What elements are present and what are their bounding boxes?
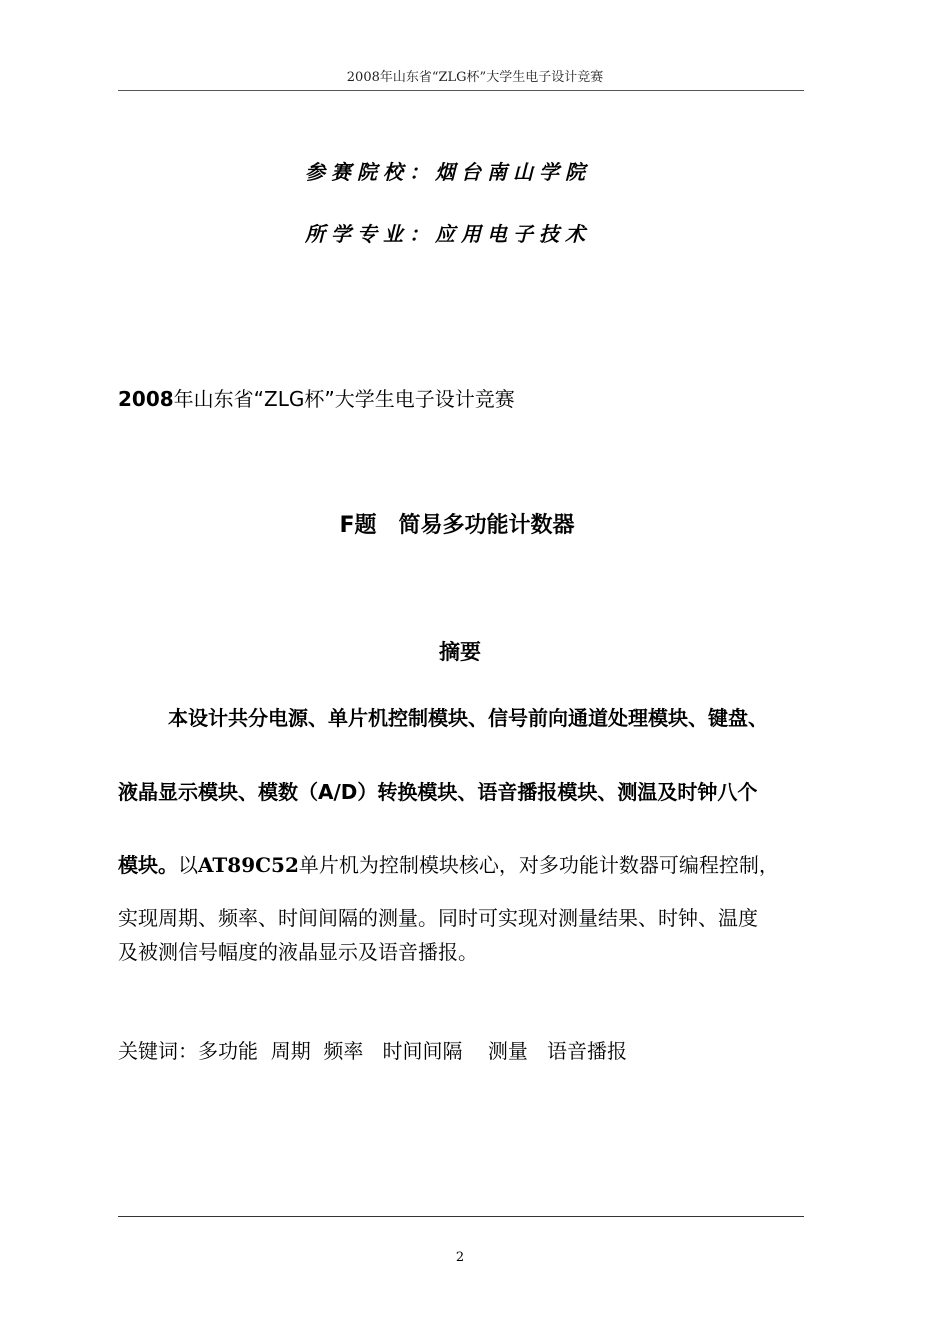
major-value: 应用电子技术	[435, 222, 591, 246]
keywords-line: 关键词：多功能 周期 频率 时间间隔 测量 语音播报	[118, 1039, 628, 1063]
abstract-line-3-pre: 以	[178, 853, 198, 877]
competition-title	[118, 383, 515, 412]
school-label: 参赛院校：	[305, 160, 435, 184]
major-line	[305, 218, 591, 247]
abstract-line-3-bold: 模块。	[118, 853, 178, 877]
header-divider	[118, 90, 804, 91]
page-header: 2008年山东省“ZLG杯”大学生电子设计竞赛	[346, 70, 604, 85]
abstract-heading: 摘要	[439, 640, 481, 664]
abstract-line-2: 液晶显示模块、模数（A/D）转换模块、语音播报模块、测温及时钟八个	[118, 780, 758, 804]
abstract-line-5: 及被测信号幅度的液晶显示及语音播报。	[118, 940, 478, 964]
abstract-chip-name: AT89C52	[198, 853, 299, 877]
school-value: 烟台南山学院	[435, 160, 591, 184]
school-line	[305, 156, 591, 185]
abstract-line-4: 实现周期、频率、时间间隔的测量。同时可实现对测量结果、时钟、温度	[118, 906, 758, 930]
abstract-line-1: 本设计共分电源、单片机控制模块、信号前向通道处理模块、键盘、	[168, 706, 768, 730]
major-label: 所学专业：	[305, 222, 435, 246]
problem-title: F题 简易多功能计数器	[339, 513, 575, 538]
abstract-line-3-post: 单片机为控制模块核心，对多功能计数器可编程控制，	[298, 853, 779, 877]
page-number: 2	[455, 1250, 465, 1265]
abstract-line-3	[118, 849, 779, 878]
competition-title-rest: 年山东省“ZLG杯”大学生电子设计竞赛	[173, 387, 515, 411]
competition-year: 2008	[118, 387, 174, 411]
footer-divider	[118, 1216, 804, 1217]
